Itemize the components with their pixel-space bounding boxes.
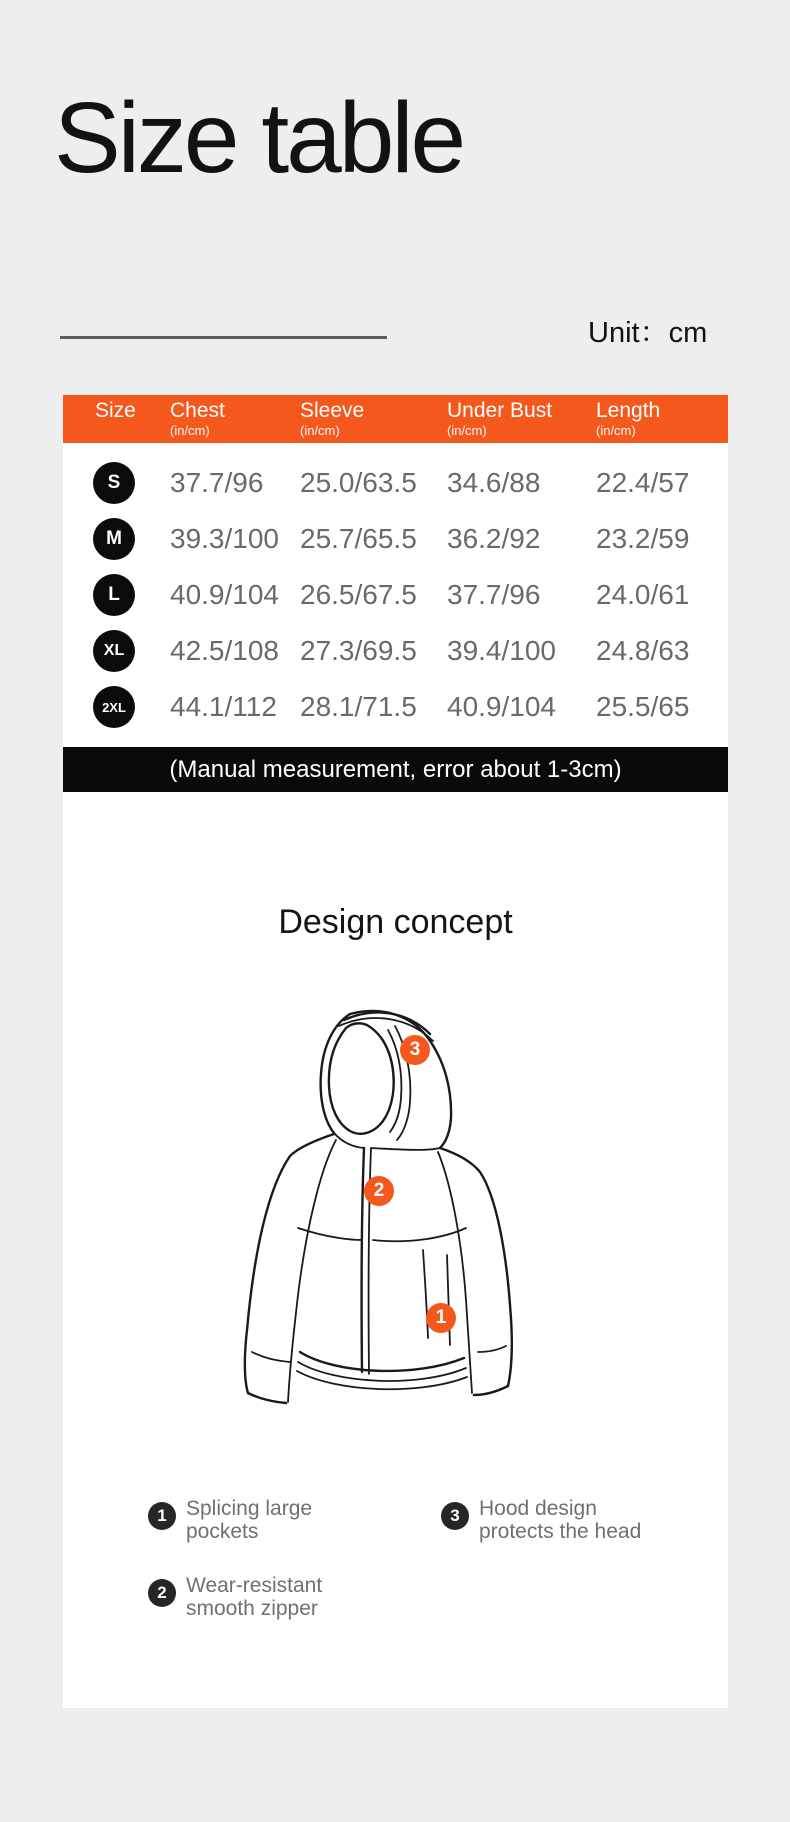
design-concept-heading: Design concept — [278, 903, 513, 941]
chest-value: 44.1/112 — [170, 691, 277, 722]
length-value: 24.0/61 — [596, 579, 690, 610]
legend-item-zipper — [148, 1574, 322, 1620]
sleeve-value: 27.3/69.5 — [300, 635, 417, 666]
table-row-xl — [63, 623, 728, 679]
column-header-sleeve: Sleeve (in/cm) — [300, 399, 365, 438]
sleeve-value: 26.5/67.5 — [300, 579, 417, 610]
size-badge: XL — [93, 630, 135, 672]
unit-label: Unit：cm — [588, 317, 708, 349]
under-bust-value: 37.7/96 — [447, 579, 541, 610]
title-underline — [60, 336, 387, 339]
pocket-callout-badge: 1 — [426, 1303, 456, 1333]
under-bust-value: 36.2/92 — [447, 523, 541, 554]
legend-text: Splicing large pockets — [186, 1497, 313, 1543]
measurement-note-bar: (Manual measurement, error about 1-3cm) — [63, 747, 728, 792]
chest-value: 39.3/100 — [170, 523, 279, 554]
chest-value: 40.9/104 — [170, 579, 279, 610]
table-row-m — [63, 511, 728, 567]
sleeve-value: 25.7/65.5 — [300, 523, 417, 554]
table-row-s — [63, 455, 728, 511]
legend-text: Wear-resistant smooth zipper — [186, 1574, 323, 1620]
length-value: 22.4/57 — [596, 467, 690, 498]
zipper-line-1 — [362, 1148, 364, 1372]
size-badge: S — [93, 462, 135, 504]
hem-line-1 — [300, 1352, 464, 1371]
right-shoulder-sleeve — [440, 1148, 512, 1386]
legend-badge-3: 3 — [441, 1502, 469, 1530]
left-cuff — [248, 1393, 286, 1403]
length-value: 23.2/59 — [596, 523, 690, 554]
table-row-l — [63, 567, 728, 623]
chest-value: 42.5/108 — [170, 635, 279, 666]
right-sleeve-inner-seam — [438, 1152, 472, 1393]
column-header-size: Size — [95, 399, 136, 422]
length-value: 24.8/63 — [596, 635, 690, 666]
size-badge: 2XL — [93, 686, 135, 728]
legend-item-pockets — [148, 1497, 312, 1543]
column-header-length: Length (in/cm) — [596, 399, 661, 438]
legend-item-hood — [441, 1497, 641, 1543]
right-cuff-band — [478, 1346, 506, 1352]
right-cuff — [474, 1386, 508, 1395]
hoodie-sketch — [240, 1000, 560, 1415]
legend-text: Hood design protects the head — [479, 1497, 642, 1543]
left-cuff-band — [252, 1352, 290, 1362]
under-bust-value: 34.6/88 — [447, 467, 541, 498]
table-row-2xl — [63, 679, 728, 735]
size-table-body — [63, 443, 728, 735]
under-bust-value: 39.4/100 — [447, 635, 556, 666]
under-bust-value: 40.9/104 — [447, 691, 556, 722]
size-table-header — [63, 395, 728, 443]
chest-value: 37.7/96 — [170, 467, 264, 498]
neckline — [334, 1133, 440, 1150]
face-opening — [329, 1023, 394, 1133]
page-title: Size table — [54, 82, 464, 194]
sleeve-value: 25.0/63.5 — [300, 467, 417, 498]
sleeve-value: 28.1/71.5 — [300, 691, 417, 722]
zipper-callout-badge: 2 — [364, 1176, 394, 1206]
column-header-under-bust: Under Bust (in/cm) — [447, 399, 553, 438]
chest-seam — [298, 1228, 466, 1241]
size-badge: L — [93, 574, 135, 616]
size-badge: M — [93, 518, 135, 560]
legend-badge-1: 1 — [148, 1502, 176, 1530]
legend-badge-2: 2 — [148, 1579, 176, 1607]
column-header-chest: Chest (in/cm) — [170, 399, 225, 438]
length-value: 25.5/65 — [596, 691, 690, 722]
hood-callout-badge: 3 — [400, 1035, 430, 1065]
